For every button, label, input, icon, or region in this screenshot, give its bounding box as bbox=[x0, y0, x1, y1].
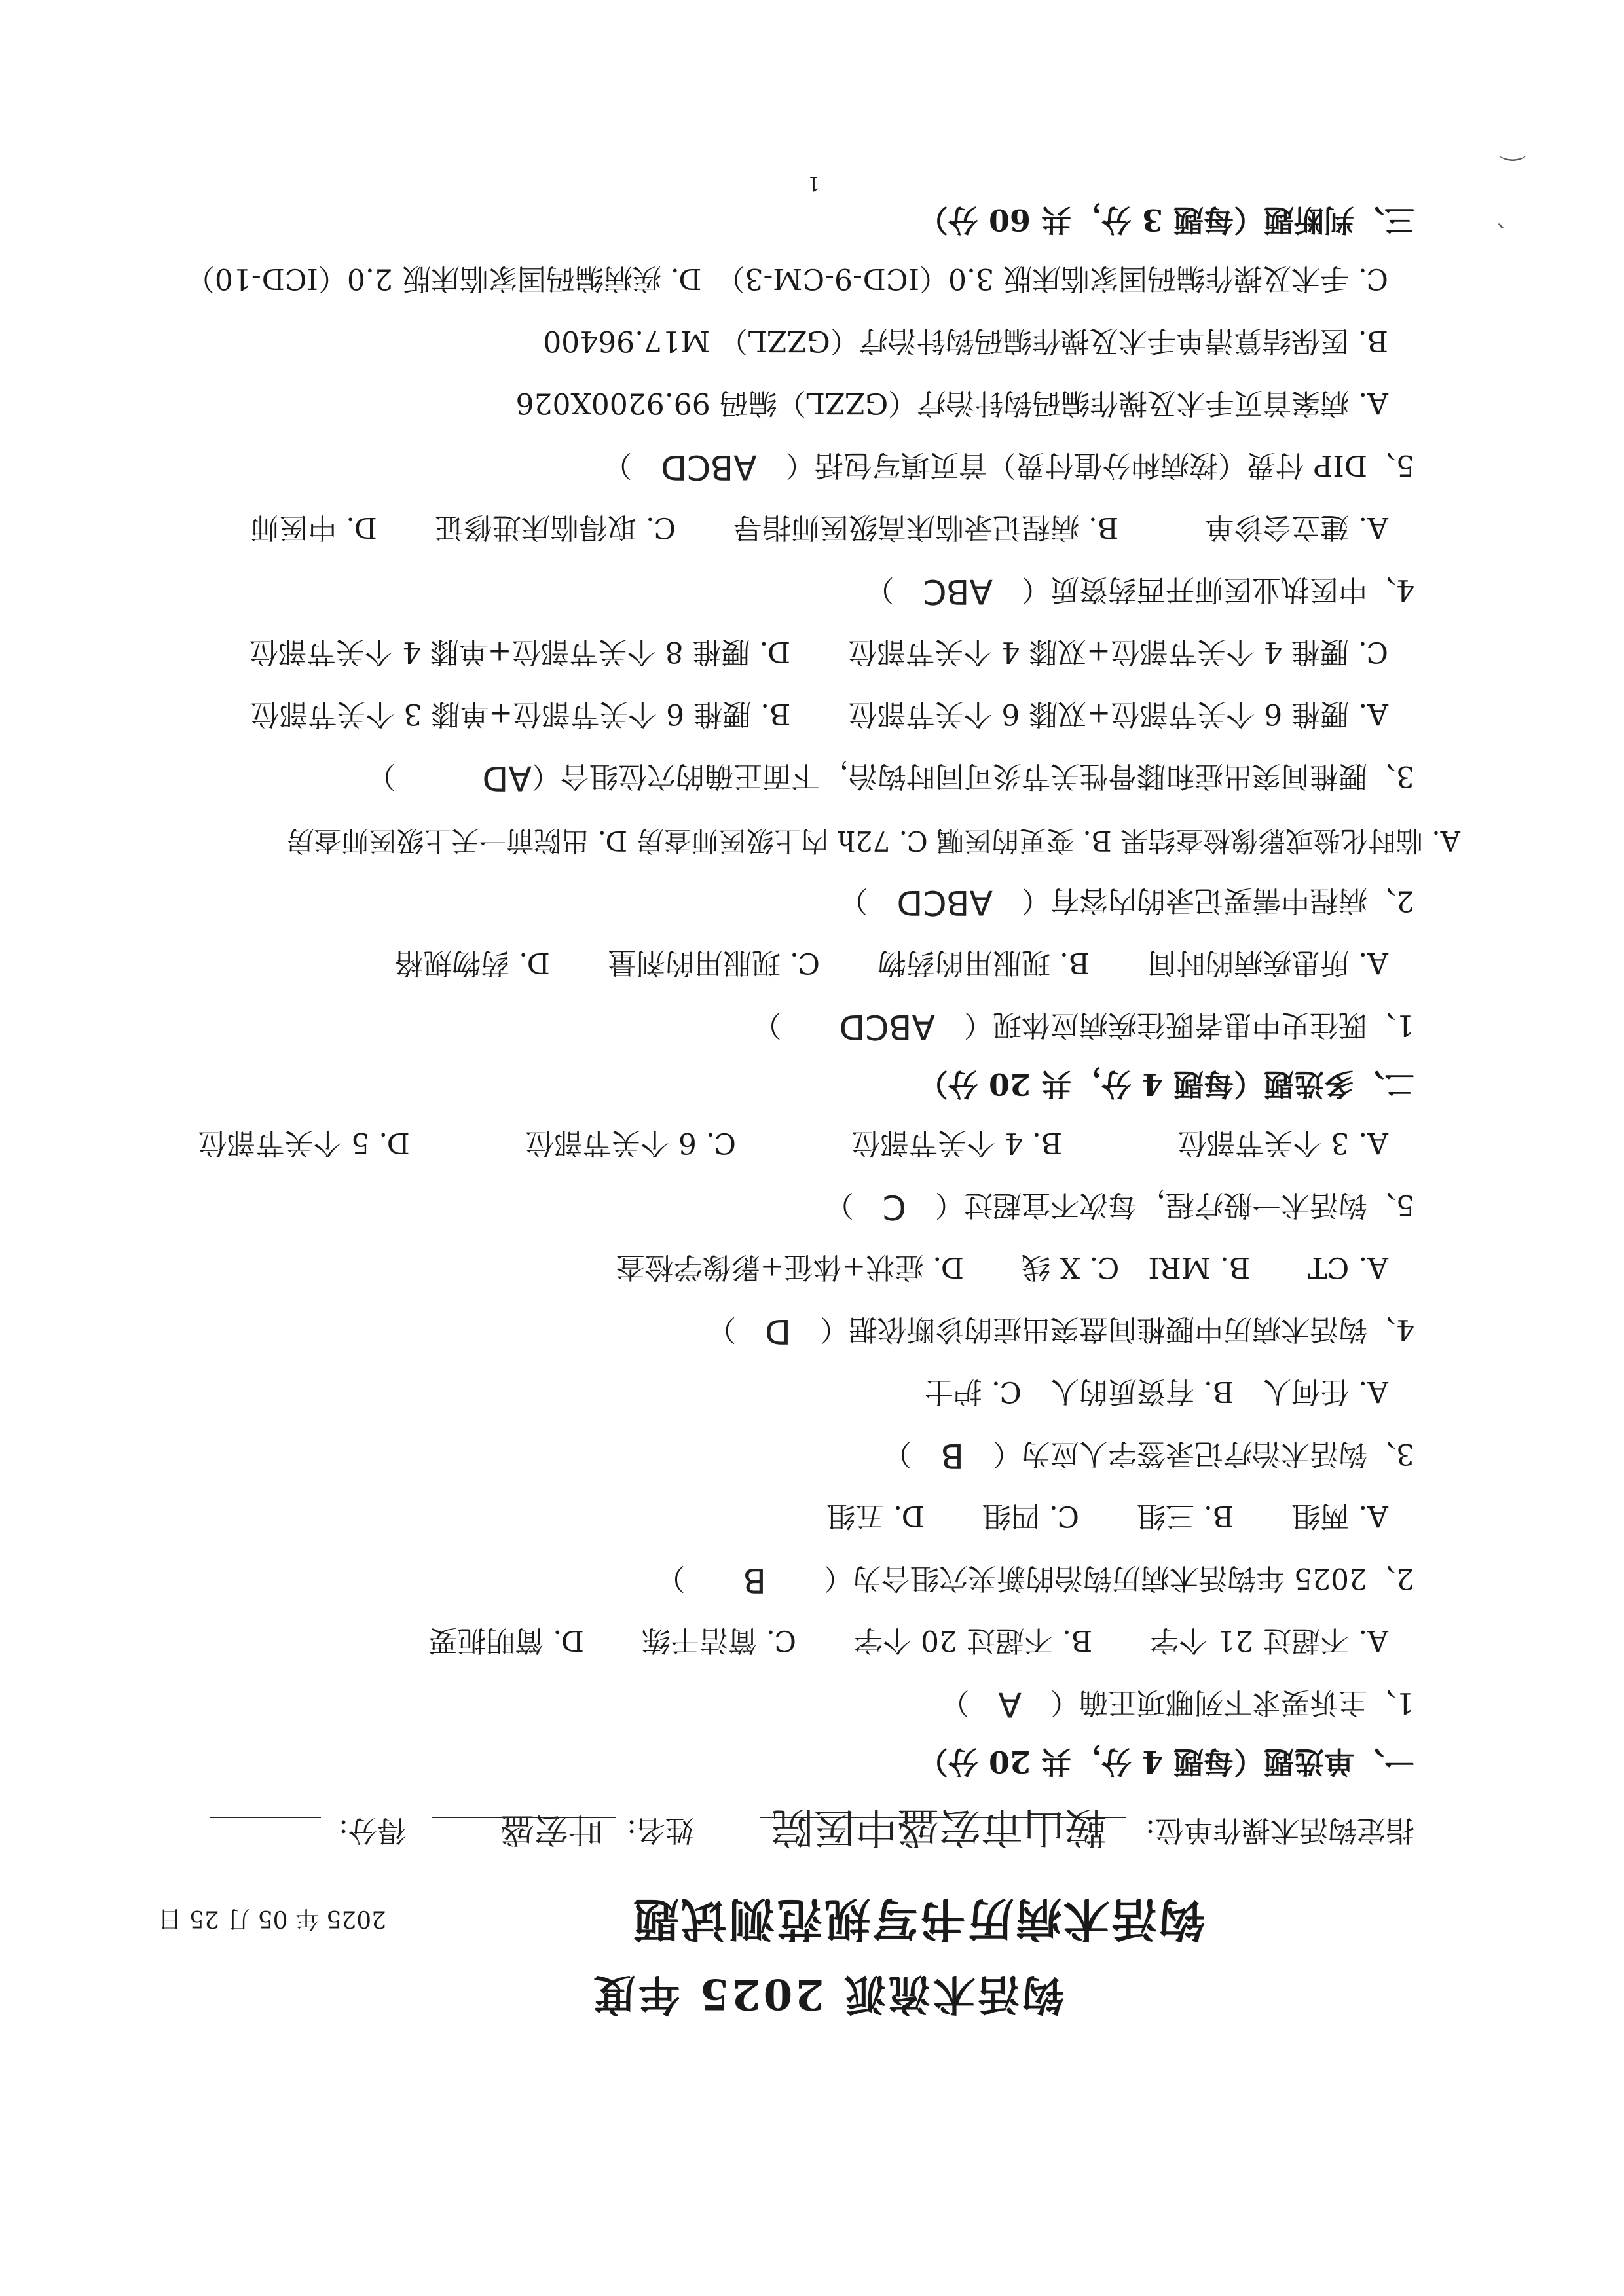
s2-q1-answer: ABCD bbox=[839, 1007, 935, 1046]
s2-q5-answer: ABCD bbox=[661, 447, 757, 486]
unit-label: 指定钩活术操作单位: bbox=[1145, 1813, 1414, 1847]
s2-q2-options: A. 临时化验或影像检查结果 B. 变更的医嘱 C. 72h 内上级医师查房 D. 出院前一天上级医师查房 bbox=[286, 825, 1460, 857]
s1-q5-answer: C bbox=[882, 1187, 906, 1226]
exam-series-title: 钩活术流派 2025 年度 bbox=[591, 1969, 1064, 2018]
s2-q5-options-row3: C. 手术及操作编码国家临床版 3.0（ICD-9-CM-3） D. 疾病编码国家临床版 2.0（ICD-10） bbox=[185, 262, 1388, 295]
s1-q5-stem: 5、钩活术一般疗程，每次不宜超过（ C ） bbox=[824, 1187, 1414, 1226]
section2-title: 二、多选题（每题 4 分，共 20 分） bbox=[917, 1066, 1414, 1102]
s2-q5-options-row2: B. 医保结算清单手术及操作编码钩针治疗（GZZL） M17.96400 bbox=[543, 324, 1388, 357]
s1-q3-stem: 3、钩活术治疗记录签字人应为（ B ） bbox=[883, 1436, 1414, 1475]
s1-q4-answer: D bbox=[764, 1311, 791, 1351]
s1-q1-answer: A bbox=[998, 1685, 1022, 1724]
s1-q4-options: A. CT B. MRI C. X 线 D. 症状+体征+影像学检查 bbox=[616, 1250, 1388, 1284]
unit-handwritten: 鞍山市宏盛中医院 bbox=[771, 1802, 1107, 1851]
section1-title: 一、单选题（每题 4 分，共 20 分） bbox=[917, 1744, 1414, 1779]
s1-q1-options: A. 不超过 21 个字 B. 不超过 20 个字 C. 简洁干练 D. 简明扼要 bbox=[428, 1624, 1388, 1657]
section3-title: 三、判断题（每题 3 分，共 60 分） bbox=[917, 202, 1414, 238]
s1-q1-stem: 1、主诉要求下列哪项正确（ A ） bbox=[940, 1685, 1414, 1724]
s2-q4-stem: 4、中医执业医师开西药资质（ ABC ） bbox=[865, 572, 1414, 611]
page-number: 1 bbox=[807, 172, 820, 194]
s1-q3-answer: B bbox=[940, 1436, 964, 1475]
s2-q1-stem: 1、既往史中患者既往疾病应体现（ ABCD ） bbox=[752, 1007, 1414, 1046]
s2-q5-options-row1: A. 病案首页手术及操作编码钩针治疗（GZZL）编码 99.9200X026 bbox=[515, 386, 1388, 420]
s1-q2-answer: B bbox=[743, 1560, 767, 1599]
score-label: 得分: bbox=[339, 1813, 406, 1847]
score-underline bbox=[210, 1817, 321, 1818]
s2-q2-answer: ABCD bbox=[896, 883, 993, 922]
scan-mark: ˎ bbox=[1493, 223, 1506, 253]
s2-q5-stem: 5、DIP 付费（按病种分值付费）首页填写包括（ ABCD ） bbox=[603, 447, 1414, 486]
s1-q3-options: A. 任何人 B. 有资质的人 C. 护士 bbox=[924, 1375, 1388, 1408]
name-handwritten: 叶宏盛 bbox=[500, 1810, 602, 1849]
s2-q3-options-row1: A. 腰椎 6 个关节部位+双膝 6 个关节部位 B. 腰椎 6 个关节部位+单膝 3 个关节部位 bbox=[250, 697, 1388, 731]
s2-q3-stem: 3、腰椎间突出症和膝骨性关节炎可同时钩治，下面正确的穴位组合（AD ） bbox=[367, 758, 1414, 797]
exam-title: 钩活术病历书写规范测试题 bbox=[631, 1892, 1205, 1946]
name-label: 姓名: bbox=[627, 1813, 694, 1847]
s2-q4-options: A. 建立会诊单 B. 病程记录临床高级医师指导 C. 取得临床进修证 D. 中医师 bbox=[250, 511, 1388, 544]
exam-date: 2025 年 05 月 25 日 bbox=[158, 1905, 386, 1932]
s1-q2-options: A. 两组 B. 三组 C. 四组 D. 五组 bbox=[826, 1499, 1388, 1533]
s2-q4-answer: ABC bbox=[923, 572, 993, 611]
s2-q3-options-row2: C. 腰椎 4 个关节部位+双膝 4 个关节部位 D. 腰椎 8 个关节部位+单膝 4 个关节部位 bbox=[249, 635, 1388, 668]
s2-q2-stem: 2、病程中需要记录的内容有（ ABCD ） bbox=[839, 883, 1414, 922]
s2-q1-options: A. 所患疾病的时间 B. 现服用的药物 C. 现服用的剂量 D. 药物规格 bbox=[394, 946, 1388, 979]
s1-q4-stem: 4、钩活术病历中腰椎间盘突出症的诊断依据（ D ） bbox=[707, 1311, 1414, 1351]
s1-q5-options: A. 3 个关节部位 B. 4 个关节部位 C. 6 个关节部位 D. 5 个关节部位 bbox=[198, 1126, 1388, 1159]
s1-q2-stem: 2、2025 年钩活术病历钩治的新夹穴组合为（ B ） bbox=[656, 1560, 1414, 1599]
scan-mark: ⌒ bbox=[1500, 132, 1526, 162]
s2-q3-answer: AD bbox=[482, 758, 532, 797]
